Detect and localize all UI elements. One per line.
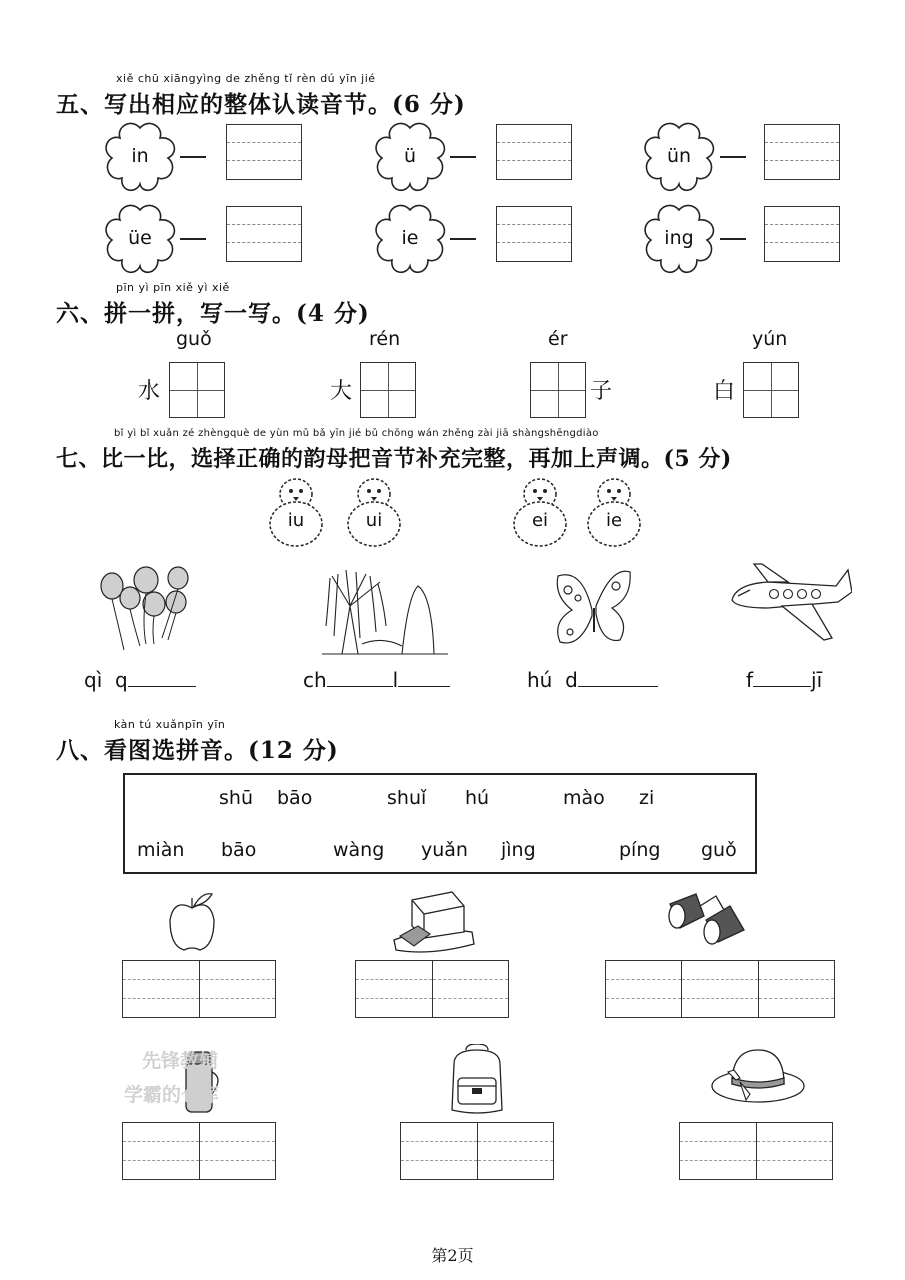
answer-box[interactable] xyxy=(764,206,840,262)
word-bank-item: jìng xyxy=(501,839,536,861)
syllable-label: ie xyxy=(401,227,419,249)
page-number: 第2页 xyxy=(431,1246,474,1265)
butterfly-picture xyxy=(552,566,634,652)
answer-grid[interactable] xyxy=(679,1122,833,1180)
word-bank-item: shū xyxy=(219,787,253,809)
prompt-part: ch xyxy=(303,668,327,692)
option-label: ei xyxy=(531,510,549,531)
apple-picture xyxy=(166,890,218,952)
dash xyxy=(180,156,206,158)
prompt-part: d xyxy=(565,668,578,692)
dash xyxy=(450,238,476,240)
sec7-pinyin: bǐ yì bǐ xuǎn zé zhèngquè de yùn mǔ bǎ yīn jié bǔ chōng wán zhěng zài jiā shàngshēngdiào xyxy=(114,428,599,439)
blank-line[interactable] xyxy=(128,668,196,687)
word-pinyin: ér xyxy=(548,328,568,350)
answer-grid[interactable] xyxy=(122,960,276,1018)
flower-shape xyxy=(643,120,715,192)
word-bank-item: guǒ xyxy=(701,839,737,861)
chick-icon xyxy=(266,472,326,550)
answer-box[interactable] xyxy=(496,206,572,262)
chick-icon xyxy=(584,472,644,550)
sec5-title: 五、写出相应的整体认读音节。(6 分) xyxy=(56,91,466,118)
hat-picture xyxy=(710,1044,806,1112)
fill-prompt xyxy=(746,668,822,692)
sec5-pinyin: xiě chū xiāngyìng de zhěng tǐ rèn dú yīn jié xyxy=(116,72,376,85)
answer-grid[interactable] xyxy=(605,960,835,1018)
syllable-label: ü xyxy=(403,145,417,167)
watermark-line: 学霸的仓库 xyxy=(124,1084,220,1106)
balloons-picture xyxy=(96,564,196,654)
tianzi-grid[interactable] xyxy=(530,362,586,418)
dash xyxy=(720,156,746,158)
word-bank-item: bāo xyxy=(221,839,257,861)
answer-grid[interactable] xyxy=(122,1122,276,1180)
answer-box[interactable] xyxy=(226,124,302,180)
word-bank-item: píng xyxy=(619,839,661,861)
word-bank xyxy=(123,773,757,874)
sec6-title: 六、拼一拼，写一写。(4 分) xyxy=(56,300,370,327)
word-pinyin: yún xyxy=(752,328,788,350)
prompt-part: jī xyxy=(811,668,823,692)
binoculars-picture xyxy=(666,886,746,954)
airplane-picture xyxy=(728,562,852,644)
option-label: ui xyxy=(365,510,383,531)
answer-grid[interactable] xyxy=(400,1122,554,1180)
flower-shape xyxy=(643,202,715,274)
prompt-part: qì xyxy=(84,668,103,692)
syllable-label: üe xyxy=(128,227,152,249)
chick-icon xyxy=(510,472,570,550)
dash xyxy=(450,156,476,158)
word-bank-item: miàn xyxy=(137,839,185,861)
blank-line[interactable] xyxy=(398,668,450,687)
dash xyxy=(720,238,746,240)
option-label: ie xyxy=(605,510,623,531)
word-bank-item: mào xyxy=(563,787,605,809)
tianzi-grid[interactable] xyxy=(169,362,225,418)
blank-line[interactable] xyxy=(327,668,393,687)
chick-icon xyxy=(344,472,404,550)
sec7-title: 七、比一比，选择正确的韵母把音节补充完整，再加上声调。(5 分) xyxy=(56,446,732,472)
word-bank-item: yuǎn xyxy=(421,839,468,861)
backpack-picture xyxy=(444,1044,510,1116)
sec8-title: 八、看图选拼音。(12 分) xyxy=(56,737,339,764)
sec6-pinyin: pīn yì pīn xiě yì xiě xyxy=(116,281,230,294)
word-bank-item: zi xyxy=(639,787,655,809)
word-bank-item: hú xyxy=(465,787,490,809)
flower-shape xyxy=(104,120,176,192)
tianzi-grid[interactable] xyxy=(743,362,799,418)
given-char: 水 xyxy=(138,379,161,404)
syllable-label: in xyxy=(131,145,149,167)
blank-line[interactable] xyxy=(753,668,811,687)
willow-picture xyxy=(322,566,448,656)
given-char: 大 xyxy=(330,379,353,404)
syllable-label: ing xyxy=(664,227,694,249)
answer-box[interactable] xyxy=(496,124,572,180)
word-pinyin: rén xyxy=(369,328,401,350)
word-pinyin: guǒ xyxy=(176,328,212,350)
watermark-line: 先锋教辅 xyxy=(142,1050,219,1072)
given-char: 子 xyxy=(590,379,613,404)
sec8-pinyin: kàn tú xuǎnpīn yīn xyxy=(114,718,226,731)
fill-prompt xyxy=(527,668,658,692)
flower-shape xyxy=(104,202,176,274)
fill-prompt xyxy=(84,668,196,692)
prompt-part: f xyxy=(746,668,754,692)
word-bank-item: wàng xyxy=(333,839,385,861)
blank-line[interactable] xyxy=(578,668,658,687)
answer-grid[interactable] xyxy=(355,960,509,1018)
prompt-part: hú xyxy=(527,668,553,692)
given-char: 白 xyxy=(713,379,736,404)
word-bank-item: bāo xyxy=(277,787,313,809)
flower-shape xyxy=(374,120,446,192)
dash xyxy=(180,238,206,240)
bread-picture xyxy=(390,886,476,956)
flower-shape xyxy=(374,202,446,274)
tianzi-grid[interactable] xyxy=(360,362,416,418)
word-bank-item: shuǐ xyxy=(387,787,427,809)
prompt-part: q xyxy=(114,668,128,692)
fill-prompt xyxy=(303,668,450,692)
prompt-part: l xyxy=(392,668,399,692)
option-label: iu xyxy=(287,510,305,531)
answer-box[interactable] xyxy=(764,124,840,180)
answer-box[interactable] xyxy=(226,206,302,262)
syllable-label: ün xyxy=(666,145,692,167)
